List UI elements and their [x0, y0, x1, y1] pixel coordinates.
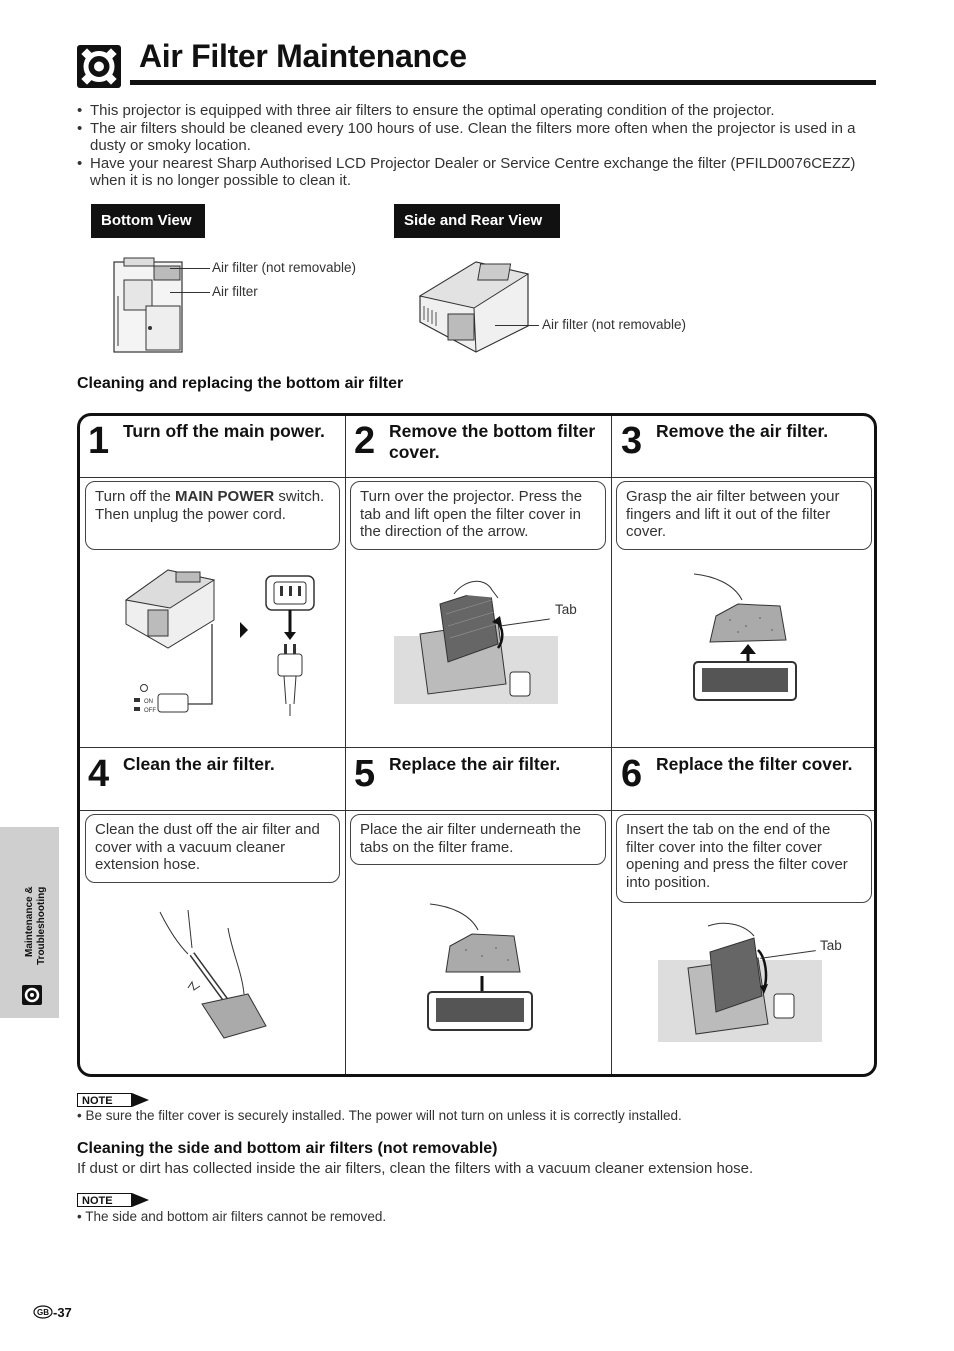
switch-off-label: OFF	[144, 708, 156, 714]
step-description: Turn over the projector. Press the tab and lift open the filter cover in the direction of the arrow.	[350, 481, 606, 550]
svg-text:NOTE: NOTE	[82, 1195, 113, 1207]
region-badge	[33, 1305, 53, 1319]
remove-filter-illustration	[690, 570, 802, 704]
main-power-label: MAIN POWER	[175, 488, 275, 505]
side-callout-not-removable: Air filter (not removable)	[542, 317, 687, 332]
svg-text:Maintenance &: Maintenance &	[24, 886, 35, 957]
intro-list	[77, 102, 882, 190]
power-off-illustration	[124, 564, 324, 716]
step-number: 5	[354, 753, 376, 795]
note-text: • Be sure the filter cover is securely installed. The power will not turn on unless it is correctly installed.	[77, 1108, 682, 1123]
step-title: Clean the air filter.	[123, 754, 275, 774]
grid-divider	[80, 747, 877, 748]
note-badge	[77, 1193, 149, 1207]
section-body-text: If dust or dirt has collected inside the air filters, clean the filters with a vacuum cleaner extension hose.	[77, 1160, 754, 1177]
step-description: Grasp the air filter between your fingers and lift it out of the filter cover.	[616, 481, 872, 550]
svg-text:Troubleshooting: Troubleshooting	[36, 886, 47, 965]
tab-label: Tab	[820, 938, 842, 953]
step-description: Insert the tab on the end of the filter cover into the filter cover opening and press the filter cover into position.	[616, 814, 872, 903]
steps-panel	[77, 413, 877, 1077]
bottom-callout-not-removable: Air filter (not removable)	[212, 260, 357, 275]
step-description: Place the air filter underneath the tabs on the filter frame.	[350, 814, 606, 865]
step-description: Turn off the MAIN POWER switch. Then unplug the power cord.	[85, 481, 340, 550]
step-number: 2	[354, 420, 376, 462]
page-title: Air Filter Maintenance	[139, 38, 467, 74]
switch-on-label: ON	[144, 699, 153, 705]
bottom-callout-filter: Air filter	[212, 284, 258, 299]
intro-bullet: • This projector is equipped with three air filters to ensure the optimal operating condition of the projector.	[77, 102, 882, 120]
grid-divider	[80, 477, 877, 478]
step-title: Replace the air filter.	[389, 754, 561, 774]
step-number: 6	[621, 753, 643, 795]
intro-bullet: • Have your nearest Sharp Authorised LCD Projector Dealer or Service Centre exchange the filter (PFILD0076CEZZ) when it is no longer possible to clean it.	[77, 155, 882, 190]
title-rule	[130, 80, 876, 85]
note-text: • The side and bottom air filters cannot be removed.	[77, 1209, 387, 1224]
bottom-view-illustration	[110, 256, 186, 354]
maintenance-icon	[22, 985, 42, 1005]
section-heading-side-filters: Cleaning the side and bottom air filters (not removable)	[77, 1140, 498, 1157]
side-rear-view-illustration	[416, 256, 534, 354]
page-number: GB -37	[33, 1305, 72, 1320]
grid-divider	[80, 810, 877, 811]
side-rear-view-label: Side and Rear View	[394, 204, 560, 238]
side-tab-label	[10, 873, 50, 973]
replace-filter-illustration	[426, 900, 536, 1034]
step-title: Remove the air filter.	[656, 421, 829, 441]
tab-label: Tab	[555, 602, 577, 617]
section-heading-bottom-filter: Cleaning and replacing the bottom air filter	[77, 375, 404, 392]
step-number: 1	[88, 420, 110, 462]
callout-line	[170, 268, 210, 269]
step-number: 4	[88, 753, 110, 795]
step-title: Turn off the main power.	[123, 421, 325, 441]
step-title: Remove the bottom filter cover.	[389, 421, 596, 462]
note-badge	[77, 1093, 149, 1107]
step-description: Clean the dust off the air filter and cover with a vacuum cleaner extension hose.	[85, 814, 340, 883]
bottom-view-label: Bottom View	[91, 204, 205, 238]
callout-line	[495, 325, 539, 326]
svg-text:NOTE: NOTE	[82, 1095, 113, 1107]
clean-filter-illustration	[158, 908, 270, 1040]
intro-bullet: • The air filters should be cleaned every 100 hours of use. Clean the filters more often when the projector is used in a dusty or smoky location.	[77, 120, 882, 155]
remove-cover-illustration	[394, 576, 560, 704]
step-number: 3	[621, 420, 643, 462]
maintenance-icon	[77, 45, 121, 88]
replace-cover-illustration	[658, 920, 824, 1044]
step-title: Replace the filter cover.	[656, 754, 853, 774]
svg-text:GB: GB	[37, 1308, 49, 1317]
callout-line	[170, 292, 210, 293]
